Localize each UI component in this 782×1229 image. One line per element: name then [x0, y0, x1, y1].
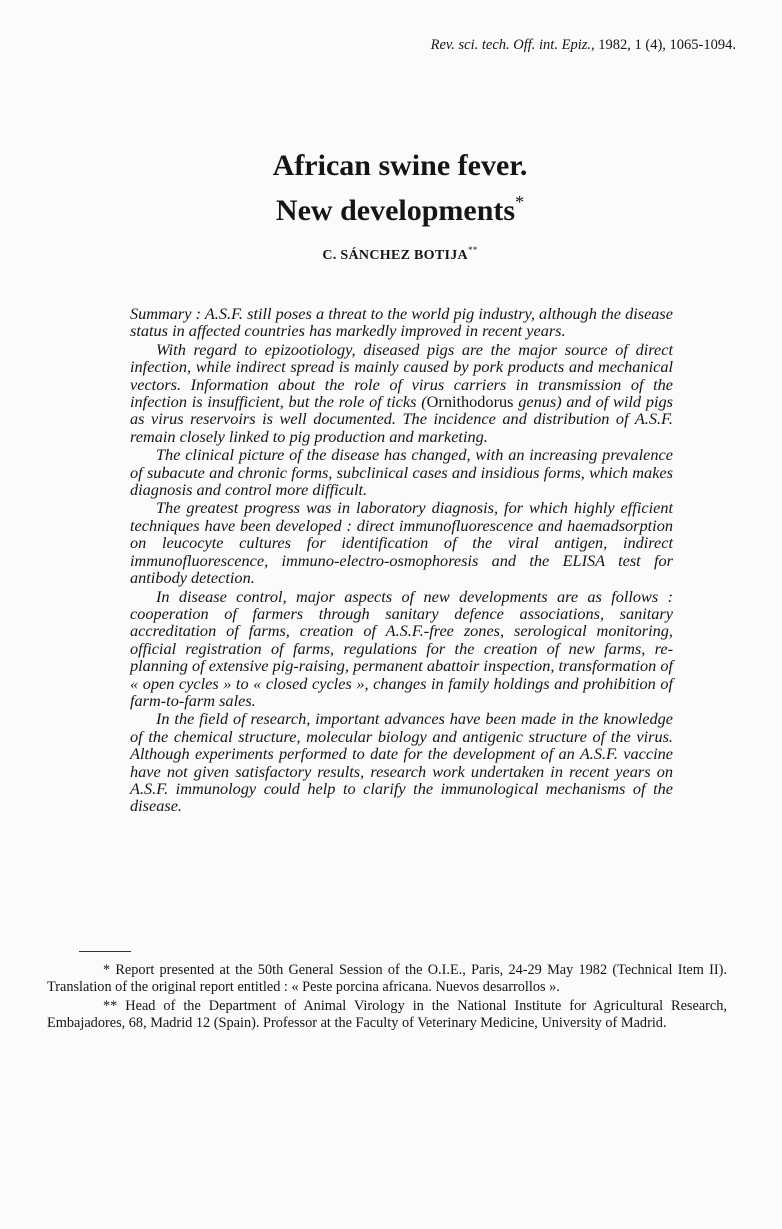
journal-name: Rev. sci. tech. Off. int. Epiz. — [430, 37, 591, 53]
author-name: C. SÁNCHEZ BOTIJA — [322, 248, 468, 263]
genus-name: Ornithodorus — [426, 392, 514, 412]
article-title — [0, 148, 782, 229]
title-footnote-mark: * — [515, 192, 525, 212]
footnotes — [47, 962, 727, 1033]
author-footnote-mark: ** — [467, 245, 478, 255]
abstract-paragraph — [130, 341, 673, 445]
abstract — [130, 305, 673, 816]
author-line — [0, 245, 782, 264]
footnote: * Report presented at the 50th General Session of the O.I.E., Paris, 24-29 May 1982 (Technical Item II). Translation of the original report entitled : « Peste porcina africana. Nuevos desarrollos ». — [47, 962, 727, 996]
abstract-text: genus) and of wild pigs as virus reservoirs is well documented. The incidence and distribution of A.S.F. remain closely linked to pig production and marketing. — [130, 392, 673, 446]
abstract-paragraph: In disease control, major aspects of new developments are as follows : cooperation of farmers through sanitary defence associations, sanitary accreditation of farms, creation of A.S.F.-free zones, serological monitoring, official registration of farms, regulations for the creation of new farms, re-planning of extensive pig-raising, permanent abattoir inspection, transformation of « open cycles » to « closed cycles », changes in family holdings and prohibition of farm-to-farm sales. — [130, 586, 673, 710]
citation: , 1982, 1 (4), 1065-1094. — [591, 37, 736, 53]
abstract-paragraph: In the field of research, important advances have been made in the knowledge of the chemical structure, molecular biology and antigenic structure of the virus. Although experiments performed to date for the development of an A.S.F. vaccine have not given satisfactory results, research work undertaken in recent years on A.S.F. immunology could help to clarify the immunological mechanisms of the disease. — [130, 709, 673, 816]
title-line-1: African swine fever. — [272, 149, 528, 182]
running-header — [431, 37, 736, 54]
abstract-text: With regard to epizootiology, diseased pigs are the major source of direct infection, while indirect spread is mainly caused by pork products and mechanical vectors. Information about the role of virus carriers in transmission of the infection is insufficient, but the role of ticks ( — [130, 339, 673, 412]
abstract-paragraph: The clinical picture of the disease has changed, with an increasing prevalence of subacute and chronic forms, subclinical cases and insidious forms, which makes diagnosis and control more difficult. — [130, 445, 673, 500]
abstract-paragraph: The greatest progress was in laboratory diagnosis, for which highly efficient techniques have been developed : direct immunofluorescence and haemadsorption on leucocyte cultures for identification of the viral antigen, indirect immunofluorescence, immuno-electro-osmophoresis and the ELISA test for antibody detection. — [130, 498, 673, 588]
title-line-2: New developments — [275, 194, 516, 227]
footnote: ** Head of the Department of Animal Virology in the National Institute for Agricultural Research, Embajadores, 68, Madrid 12 (Spain). Professor at the Faculty of Veterinary Medicine, University of Madrid. — [47, 997, 727, 1031]
abstract-paragraph: Summary : A.S.F. still poses a threat to the world pig industry, although the disease status in affected countries has markedly improved in recent years. — [130, 304, 673, 341]
footnote-divider — [79, 951, 131, 952]
